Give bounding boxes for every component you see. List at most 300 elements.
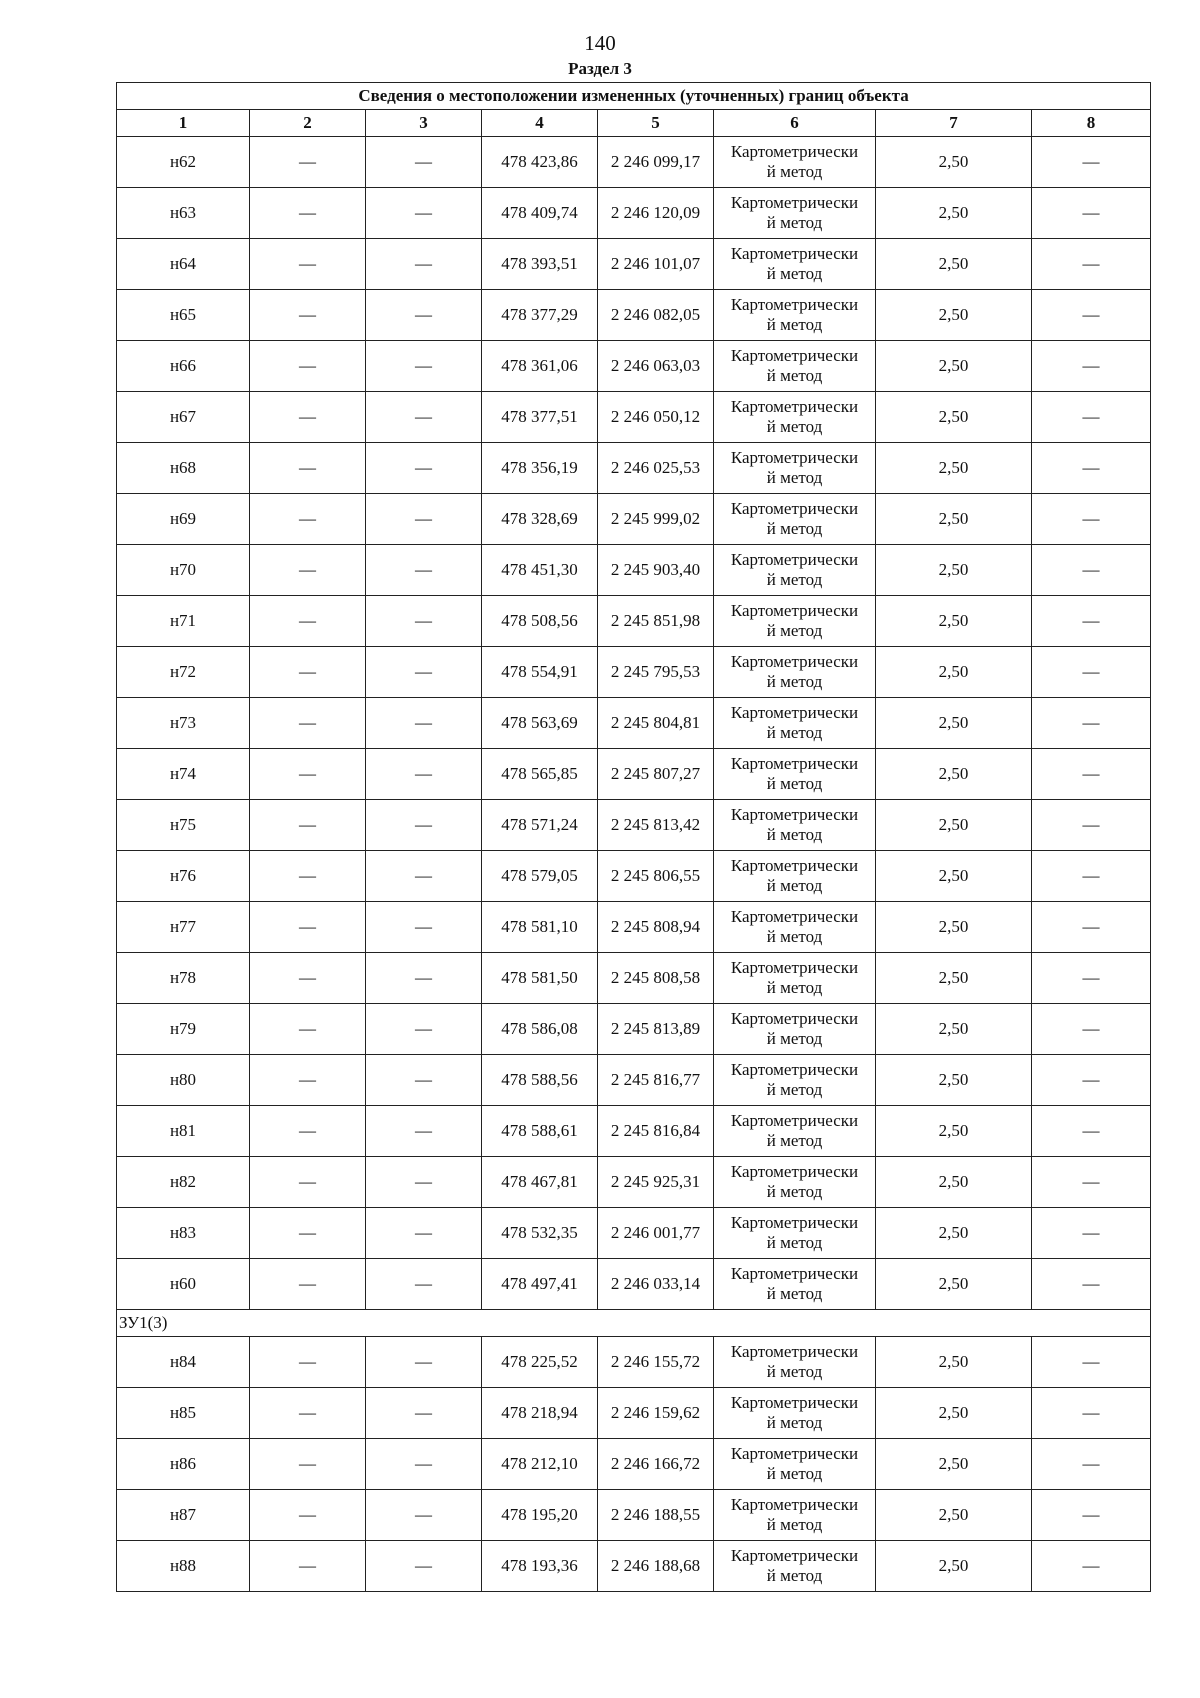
dash-cell: — xyxy=(1032,290,1151,341)
method-line-1: Картометрически xyxy=(730,907,859,926)
dash-cell: — xyxy=(1032,443,1151,494)
accuracy-cell: 2,50 xyxy=(876,1337,1032,1388)
x-coordinate-cell: 478 586,08 xyxy=(482,1004,598,1055)
accuracy-cell: 2,50 xyxy=(876,698,1032,749)
y-coordinate-cell: 2 245 925,31 xyxy=(598,1157,714,1208)
dash-cell: — xyxy=(1032,188,1151,239)
point-name-cell: н60 xyxy=(117,1259,250,1310)
method-cell xyxy=(714,137,876,188)
dash-cell: — xyxy=(1032,1337,1151,1388)
method-cell xyxy=(714,239,876,290)
dash-cell: — xyxy=(250,1388,366,1439)
point-name-cell: н68 xyxy=(117,443,250,494)
dash-cell: — xyxy=(366,239,482,290)
accuracy-cell: 2,50 xyxy=(876,1055,1032,1106)
accuracy-cell: 2,50 xyxy=(876,290,1032,341)
dash-cell: — xyxy=(366,392,482,443)
dash-cell: — xyxy=(1032,953,1151,1004)
point-name-cell: н78 xyxy=(117,953,250,1004)
dash-cell: — xyxy=(250,1055,366,1106)
y-coordinate-cell: 2 245 804,81 xyxy=(598,698,714,749)
method-line-1: Картометрически xyxy=(730,1444,859,1463)
table-row xyxy=(117,137,1151,188)
accuracy-cell: 2,50 xyxy=(876,494,1032,545)
point-name-cell: н62 xyxy=(117,137,250,188)
method-cell xyxy=(714,596,876,647)
point-name-cell: н85 xyxy=(117,1388,250,1439)
method-line-2: й метод xyxy=(766,1362,823,1381)
x-coordinate-cell: 478 409,74 xyxy=(482,188,598,239)
method-line-2: й метод xyxy=(766,1566,823,1585)
method-cell xyxy=(714,1337,876,1388)
point-name-cell: н69 xyxy=(117,494,250,545)
dash-cell: — xyxy=(1032,596,1151,647)
x-coordinate-cell: 478 225,52 xyxy=(482,1337,598,1388)
accuracy-cell: 2,50 xyxy=(876,239,1032,290)
dash-cell: — xyxy=(250,1337,366,1388)
dash-cell: — xyxy=(366,341,482,392)
dash-cell: — xyxy=(1032,749,1151,800)
accuracy-cell: 2,50 xyxy=(876,341,1032,392)
point-name-cell: н66 xyxy=(117,341,250,392)
point-name-cell: н72 xyxy=(117,647,250,698)
dash-cell: — xyxy=(366,443,482,494)
dash-cell: — xyxy=(250,392,366,443)
table-row xyxy=(117,698,1151,749)
accuracy-cell: 2,50 xyxy=(876,851,1032,902)
y-coordinate-cell: 2 246 101,07 xyxy=(598,239,714,290)
group-label-row xyxy=(117,1310,1151,1337)
column-header: 7 xyxy=(876,110,1032,137)
y-coordinate-cell: 2 245 806,55 xyxy=(598,851,714,902)
x-coordinate-cell: 478 579,05 xyxy=(482,851,598,902)
point-name-cell: н65 xyxy=(117,290,250,341)
column-header: 1 xyxy=(117,110,250,137)
point-name-cell: н79 xyxy=(117,1004,250,1055)
dash-cell: — xyxy=(366,290,482,341)
table-row xyxy=(117,1439,1151,1490)
x-coordinate-cell: 478 377,51 xyxy=(482,392,598,443)
method-line-2: й метод xyxy=(766,672,823,691)
dash-cell: — xyxy=(250,290,366,341)
dash-cell: — xyxy=(250,1259,366,1310)
method-cell xyxy=(714,1055,876,1106)
method-line-1: Картометрически xyxy=(730,703,859,722)
method-line-2: й метод xyxy=(766,927,823,946)
method-line-1: Картометрически xyxy=(730,1393,859,1412)
method-line-1: Картометрически xyxy=(730,1213,859,1232)
accuracy-cell: 2,50 xyxy=(876,953,1032,1004)
dash-cell: — xyxy=(250,1541,366,1592)
method-line-1: Картометрически xyxy=(730,1342,859,1361)
y-coordinate-cell: 2 246 099,17 xyxy=(598,137,714,188)
method-cell xyxy=(714,1004,876,1055)
y-coordinate-cell: 2 245 808,58 xyxy=(598,953,714,1004)
table-title: Сведения о местоположении измененных (уточненных) границ объекта xyxy=(117,83,1151,110)
method-line-1: Картометрически xyxy=(730,805,859,824)
dash-cell: — xyxy=(366,698,482,749)
table-row xyxy=(117,1157,1151,1208)
column-header: 8 xyxy=(1032,110,1151,137)
y-coordinate-cell: 2 246 050,12 xyxy=(598,392,714,443)
method-line-1: Картометрически xyxy=(730,754,859,773)
method-line-1: Картометрически xyxy=(730,1009,859,1028)
method-cell xyxy=(714,698,876,749)
dash-cell: — xyxy=(1032,494,1151,545)
dash-cell: — xyxy=(366,137,482,188)
dash-cell: — xyxy=(250,749,366,800)
method-line-2: й метод xyxy=(766,213,823,232)
method-line-2: й метод xyxy=(766,1515,823,1534)
accuracy-cell: 2,50 xyxy=(876,1439,1032,1490)
dash-cell: — xyxy=(1032,1439,1151,1490)
y-coordinate-cell: 2 246 159,62 xyxy=(598,1388,714,1439)
dash-cell: — xyxy=(1032,1490,1151,1541)
method-line-1: Картометрически xyxy=(730,1546,859,1565)
y-coordinate-cell: 2 246 188,68 xyxy=(598,1541,714,1592)
method-line-2: й метод xyxy=(766,1182,823,1201)
method-line-1: Картометрически xyxy=(730,1264,859,1283)
point-name-cell: н77 xyxy=(117,902,250,953)
method-cell xyxy=(714,749,876,800)
table-row xyxy=(117,341,1151,392)
accuracy-cell: 2,50 xyxy=(876,1490,1032,1541)
dash-cell: — xyxy=(250,188,366,239)
method-line-2: й метод xyxy=(766,825,823,844)
y-coordinate-cell: 2 245 816,84 xyxy=(598,1106,714,1157)
x-coordinate-cell: 478 497,41 xyxy=(482,1259,598,1310)
dash-cell: — xyxy=(366,596,482,647)
dash-cell: — xyxy=(250,851,366,902)
method-line-1: Картометрически xyxy=(730,856,859,875)
accuracy-cell: 2,50 xyxy=(876,545,1032,596)
dash-cell: — xyxy=(366,800,482,851)
method-cell xyxy=(714,443,876,494)
method-cell xyxy=(714,851,876,902)
dash-cell: — xyxy=(250,1157,366,1208)
table-row xyxy=(117,290,1151,341)
table-row xyxy=(117,902,1151,953)
dash-cell: — xyxy=(366,188,482,239)
dash-cell: — xyxy=(1032,545,1151,596)
y-coordinate-cell: 2 246 001,77 xyxy=(598,1208,714,1259)
column-header: 2 xyxy=(250,110,366,137)
dash-cell: — xyxy=(366,902,482,953)
table-row xyxy=(117,545,1151,596)
dash-cell: — xyxy=(1032,902,1151,953)
method-cell xyxy=(714,1490,876,1541)
dash-cell: — xyxy=(1032,1106,1151,1157)
table-row xyxy=(117,749,1151,800)
method-cell xyxy=(714,188,876,239)
point-name-cell: н87 xyxy=(117,1490,250,1541)
x-coordinate-cell: 478 467,81 xyxy=(482,1157,598,1208)
method-line-1: Картометрически xyxy=(730,550,859,569)
y-coordinate-cell: 2 245 813,42 xyxy=(598,800,714,851)
dash-cell: — xyxy=(366,1106,482,1157)
dash-cell: — xyxy=(1032,1388,1151,1439)
y-coordinate-cell: 2 246 082,05 xyxy=(598,290,714,341)
point-name-cell: н63 xyxy=(117,188,250,239)
dash-cell: — xyxy=(1032,341,1151,392)
method-line-2: й метод xyxy=(766,417,823,436)
table-row xyxy=(117,188,1151,239)
method-line-1: Картометрически xyxy=(730,1495,859,1514)
method-cell xyxy=(714,545,876,596)
dash-cell: — xyxy=(250,800,366,851)
x-coordinate-cell: 478 581,50 xyxy=(482,953,598,1004)
table-row xyxy=(117,1490,1151,1541)
dash-cell: — xyxy=(366,647,482,698)
point-name-cell: н67 xyxy=(117,392,250,443)
method-line-2: й метод xyxy=(766,366,823,385)
dash-cell: — xyxy=(250,698,366,749)
accuracy-cell: 2,50 xyxy=(876,902,1032,953)
point-name-cell: н83 xyxy=(117,1208,250,1259)
x-coordinate-cell: 478 361,06 xyxy=(482,341,598,392)
method-line-2: й метод xyxy=(766,468,823,487)
column-header: 3 xyxy=(366,110,482,137)
method-line-2: й метод xyxy=(766,1413,823,1432)
dash-cell: — xyxy=(250,1106,366,1157)
y-coordinate-cell: 2 245 816,77 xyxy=(598,1055,714,1106)
group-label: ЗУ1(3) xyxy=(117,1310,1151,1337)
column-number-row xyxy=(117,110,1151,137)
table-row xyxy=(117,1004,1151,1055)
point-name-cell: н80 xyxy=(117,1055,250,1106)
table-row xyxy=(117,1259,1151,1310)
column-header: 4 xyxy=(482,110,598,137)
method-line-2: й метод xyxy=(766,315,823,334)
dash-cell: — xyxy=(250,647,366,698)
method-line-1: Картометрически xyxy=(730,499,859,518)
dash-cell: — xyxy=(366,953,482,1004)
dash-cell: — xyxy=(366,1259,482,1310)
method-cell xyxy=(714,290,876,341)
method-cell xyxy=(714,1208,876,1259)
x-coordinate-cell: 478 532,35 xyxy=(482,1208,598,1259)
method-cell xyxy=(714,1541,876,1592)
accuracy-cell: 2,50 xyxy=(876,1157,1032,1208)
x-coordinate-cell: 478 508,56 xyxy=(482,596,598,647)
dash-cell: — xyxy=(250,443,366,494)
accuracy-cell: 2,50 xyxy=(876,596,1032,647)
dash-cell: — xyxy=(250,953,366,1004)
x-coordinate-cell: 478 588,56 xyxy=(482,1055,598,1106)
method-line-2: й метод xyxy=(766,1284,823,1303)
y-coordinate-cell: 2 246 188,55 xyxy=(598,1490,714,1541)
x-coordinate-cell: 478 356,19 xyxy=(482,443,598,494)
point-name-cell: н76 xyxy=(117,851,250,902)
x-coordinate-cell: 478 588,61 xyxy=(482,1106,598,1157)
method-line-1: Картометрически xyxy=(730,601,859,620)
dash-cell: — xyxy=(366,1337,482,1388)
point-name-cell: н88 xyxy=(117,1541,250,1592)
dash-cell: — xyxy=(1032,647,1151,698)
method-line-2: й метод xyxy=(766,1080,823,1099)
table-body xyxy=(117,137,1151,1592)
accuracy-cell: 2,50 xyxy=(876,1004,1032,1055)
accuracy-cell: 2,50 xyxy=(876,188,1032,239)
dash-cell: — xyxy=(366,1055,482,1106)
accuracy-cell: 2,50 xyxy=(876,800,1032,851)
accuracy-cell: 2,50 xyxy=(876,749,1032,800)
method-line-2: й метод xyxy=(766,621,823,640)
y-coordinate-cell: 2 245 903,40 xyxy=(598,545,714,596)
column-header: 6 xyxy=(714,110,876,137)
method-cell xyxy=(714,1388,876,1439)
dash-cell: — xyxy=(250,1208,366,1259)
method-line-2: й метод xyxy=(766,1464,823,1483)
dash-cell: — xyxy=(250,341,366,392)
x-coordinate-cell: 478 565,85 xyxy=(482,749,598,800)
method-line-2: й метод xyxy=(766,978,823,997)
dash-cell: — xyxy=(250,902,366,953)
method-cell xyxy=(714,1439,876,1490)
point-name-cell: н82 xyxy=(117,1157,250,1208)
method-line-1: Картометрически xyxy=(730,244,859,263)
method-cell xyxy=(714,1106,876,1157)
method-line-1: Картометрически xyxy=(730,397,859,416)
dash-cell: — xyxy=(1032,1259,1151,1310)
dash-cell: — xyxy=(250,239,366,290)
y-coordinate-cell: 2 245 851,98 xyxy=(598,596,714,647)
method-line-2: й метод xyxy=(766,1029,823,1048)
method-cell xyxy=(714,1157,876,1208)
dash-cell: — xyxy=(1032,800,1151,851)
dash-cell: — xyxy=(1032,1208,1151,1259)
table-row xyxy=(117,647,1151,698)
method-line-1: Картометрически xyxy=(730,958,859,977)
x-coordinate-cell: 478 193,36 xyxy=(482,1541,598,1592)
method-cell xyxy=(714,341,876,392)
method-line-1: Картометрически xyxy=(730,652,859,671)
y-coordinate-cell: 2 246 120,09 xyxy=(598,188,714,239)
method-cell xyxy=(714,800,876,851)
method-line-1: Картометрически xyxy=(730,448,859,467)
method-line-2: й метод xyxy=(766,570,823,589)
dash-cell: — xyxy=(1032,851,1151,902)
x-coordinate-cell: 478 195,20 xyxy=(482,1490,598,1541)
point-name-cell: н64 xyxy=(117,239,250,290)
method-line-2: й метод xyxy=(766,876,823,895)
x-coordinate-cell: 478 328,69 xyxy=(482,494,598,545)
accuracy-cell: 2,50 xyxy=(876,1106,1032,1157)
y-coordinate-cell: 2 246 033,14 xyxy=(598,1259,714,1310)
x-coordinate-cell: 478 554,91 xyxy=(482,647,598,698)
dash-cell: — xyxy=(1032,137,1151,188)
method-cell xyxy=(714,494,876,545)
y-coordinate-cell: 2 245 999,02 xyxy=(598,494,714,545)
column-header: 5 xyxy=(598,110,714,137)
dash-cell: — xyxy=(366,1439,482,1490)
dash-cell: — xyxy=(1032,1157,1151,1208)
dash-cell: — xyxy=(366,1541,482,1592)
point-name-cell: н84 xyxy=(117,1337,250,1388)
y-coordinate-cell: 2 246 166,72 xyxy=(598,1439,714,1490)
point-name-cell: н70 xyxy=(117,545,250,596)
dash-cell: — xyxy=(1032,1541,1151,1592)
point-name-cell: н86 xyxy=(117,1439,250,1490)
method-line-2: й метод xyxy=(766,723,823,742)
y-coordinate-cell: 2 246 025,53 xyxy=(598,443,714,494)
method-line-2: й метод xyxy=(766,519,823,538)
table-row xyxy=(117,1388,1151,1439)
table-row xyxy=(117,1055,1151,1106)
dash-cell: — xyxy=(250,1004,366,1055)
y-coordinate-cell: 2 246 063,03 xyxy=(598,341,714,392)
method-line-1: Картометрически xyxy=(730,193,859,212)
method-line-2: й метод xyxy=(766,162,823,181)
method-line-1: Картометрически xyxy=(730,346,859,365)
y-coordinate-cell: 2 245 813,89 xyxy=(598,1004,714,1055)
accuracy-cell: 2,50 xyxy=(876,137,1032,188)
dash-cell: — xyxy=(366,1157,482,1208)
x-coordinate-cell: 478 581,10 xyxy=(482,902,598,953)
point-name-cell: н73 xyxy=(117,698,250,749)
method-line-2: й метод xyxy=(766,1131,823,1150)
point-name-cell: н75 xyxy=(117,800,250,851)
method-cell xyxy=(714,647,876,698)
dash-cell: — xyxy=(250,137,366,188)
dash-cell: — xyxy=(366,749,482,800)
method-cell xyxy=(714,1259,876,1310)
method-cell xyxy=(714,953,876,1004)
section-title: Раздел 3 xyxy=(568,59,632,78)
table-row xyxy=(117,800,1151,851)
table-row xyxy=(117,239,1151,290)
dash-cell: — xyxy=(366,851,482,902)
dash-cell: — xyxy=(1032,239,1151,290)
table-row xyxy=(117,443,1151,494)
method-cell xyxy=(714,902,876,953)
method-line-2: й метод xyxy=(766,264,823,283)
accuracy-cell: 2,50 xyxy=(876,1208,1032,1259)
y-coordinate-cell: 2 245 808,94 xyxy=(598,902,714,953)
dash-cell: — xyxy=(1032,1055,1151,1106)
coordinates-table xyxy=(116,82,1151,1592)
dash-cell: — xyxy=(366,1388,482,1439)
table-row xyxy=(117,494,1151,545)
dash-cell: — xyxy=(366,545,482,596)
point-name-cell: н71 xyxy=(117,596,250,647)
dash-cell: — xyxy=(366,1004,482,1055)
y-coordinate-cell: 2 245 807,27 xyxy=(598,749,714,800)
table-row xyxy=(117,1208,1151,1259)
dash-cell: — xyxy=(1032,698,1151,749)
dash-cell: — xyxy=(366,494,482,545)
method-line-1: Картометрически xyxy=(730,142,859,161)
dash-cell: — xyxy=(250,494,366,545)
dash-cell: — xyxy=(250,1490,366,1541)
method-line-1: Картометрически xyxy=(730,295,859,314)
point-name-cell: н74 xyxy=(117,749,250,800)
table-row xyxy=(117,1106,1151,1157)
x-coordinate-cell: 478 212,10 xyxy=(482,1439,598,1490)
table-row xyxy=(117,851,1151,902)
dash-cell: — xyxy=(366,1490,482,1541)
dash-cell: — xyxy=(250,1439,366,1490)
accuracy-cell: 2,50 xyxy=(876,1388,1032,1439)
page-number: 140 xyxy=(584,31,616,55)
table-row xyxy=(117,596,1151,647)
table-row xyxy=(117,953,1151,1004)
x-coordinate-cell: 478 563,69 xyxy=(482,698,598,749)
accuracy-cell: 2,50 xyxy=(876,392,1032,443)
x-coordinate-cell: 478 571,24 xyxy=(482,800,598,851)
dash-cell: — xyxy=(250,596,366,647)
method-line-1: Картометрически xyxy=(730,1111,859,1130)
